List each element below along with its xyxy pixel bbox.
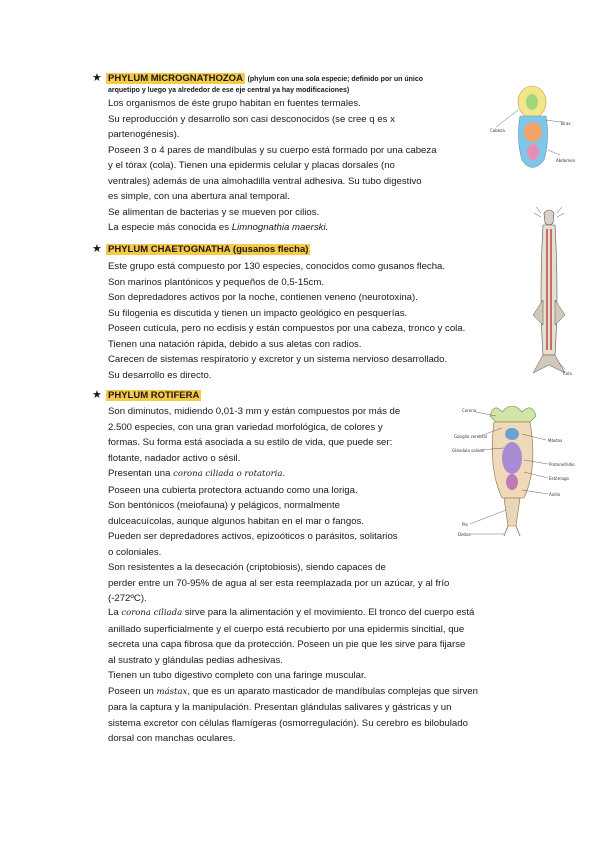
intestine-shape (506, 474, 518, 490)
figure-label: Glándula salivar (452, 448, 485, 453)
label-line (548, 150, 560, 155)
title-note-cont: arquetipo y luego ya alrededor de ese eje central ya hay modificaciones) (108, 87, 350, 94)
text-fragment: sirve para la alimentación y el movimiento. El tronco del cuerpo está (182, 607, 475, 618)
figure-label: Abdomen (556, 158, 576, 163)
figure-label: Mástax (548, 438, 563, 443)
figure-label: Cola (563, 371, 572, 376)
label-line (496, 110, 518, 127)
text-fragment: Poseen un (108, 685, 157, 697)
text-line: dulceacuícolas, aunque algunos habitan en el mar o fangos. (108, 515, 365, 527)
text-line (108, 605, 548, 622)
section-micrognathozoa (92, 72, 437, 236)
figure-label: Corona (462, 408, 477, 413)
toes-shape (504, 526, 520, 536)
text-line (108, 466, 449, 483)
text-line: 2.500 especies, con una gran variedad morfológica, de colores y (108, 421, 383, 433)
text-fragment: Presentan una (108, 468, 174, 479)
mastax-term: mástax (156, 686, 188, 697)
corona-term: corona ciliada (121, 608, 183, 618)
text-line: Los organismos de éste grupo habitan en fuentes termales. (108, 98, 361, 109)
text-line (108, 220, 437, 236)
text-line: Son depredadores activos por la noche, contienen veneno (neurotoxina). (108, 292, 418, 303)
text-line: Su filogenia es discutida y tienen un impacto geológico en pesquerías. (108, 307, 408, 319)
section-body (92, 96, 437, 236)
figure-label: Tórax (560, 121, 571, 126)
section-rotifera (92, 389, 449, 607)
text-line: partenogénesis). (108, 129, 180, 140)
text-line: flotante, nadador activo o sésil. (108, 452, 241, 464)
rotifera-illustration (450, 398, 582, 540)
figure-label: Dedos (458, 532, 471, 537)
text-line: secreta una capa fibrosa que da protección. Poseen un pie que les sirve para fijarse (108, 639, 466, 650)
text-line: Son marinos plantónicos y pequeños de 0,5-15cm. (108, 276, 324, 288)
text-line: Poseen cutícula, pero no ecdisis y están compuestos por una cabeza, tronco y cola. (108, 323, 466, 334)
text-line: Poseen una cubierta protectora actuando como una loriga. (108, 484, 358, 496)
figure-label: Anillo (549, 492, 561, 497)
text-line: formas. Su forma está asociada a su estilo de vida, que puede ser: (108, 437, 393, 448)
star-icon: ★ (92, 389, 102, 401)
section-heading (92, 389, 449, 402)
rotifera-paragraph (108, 605, 548, 747)
corona-term: corona ciliada o rotatoria. (173, 469, 286, 479)
chaetognatha-illustration (519, 205, 577, 380)
text-line: dorsal con manchas oculares. (108, 733, 236, 744)
text-line: sistema excretor con células flamígeras (osmorregulación). Su cerebro es bilobulado (108, 717, 468, 729)
stomach-shape (502, 442, 522, 474)
head-shape (544, 210, 554, 225)
text-line: perder entre un 70-95% de agua al ser esta reemplazada por un azúcar, y al frío (108, 577, 450, 589)
text-line: Su desarrollo es directo. (108, 369, 212, 381)
text-line: o coloniales. (108, 546, 162, 558)
section-title: PHYLUM CHAETOGNATHA (gusanos flecha) (108, 244, 309, 255)
text-line: ventrales) además de una almohadilla ventral adhesiva. Su tubo digestivo (108, 175, 422, 187)
text-fragment: La (108, 607, 122, 618)
text-line: Pueden ser depredadores activos, epizoóticos o parásitos, solitarios (108, 531, 398, 542)
text-line: Este grupo está compuesto por 130 especies, conocidos como gusanos flecha. (108, 261, 446, 272)
star-icon: ★ (92, 243, 102, 255)
figure-label: Pie (462, 522, 468, 527)
section-body (92, 259, 465, 383)
section-body (92, 404, 449, 607)
title-note: (phylum con una sola especie; definido por un único (247, 76, 423, 83)
jaw-shape (526, 94, 538, 110)
text-line: Son resistentes a la desecación (criptobiosis), siendo capaces de (108, 562, 386, 573)
text-line: para la captura y la manipulación. Presentan glándulas salivares y gástricas y un (108, 702, 452, 713)
text-line: Tienen una natación rápida, debido a sus aletas con radios. (108, 338, 362, 350)
foot-shape (504, 498, 520, 526)
gut-shape (524, 122, 542, 142)
label-line (470, 510, 506, 524)
text-line: (-272ºC). (108, 593, 147, 604)
text-fragment: , que es un aparato masticador de mandíbulas complejas que sirven (187, 685, 478, 697)
text-line: anillado superficialmente y el cuerpo está recubierto por una epidermis sincitial, que (108, 623, 465, 635)
micrognathozoa-illustration (490, 80, 576, 185)
species-name: Limnognathia maerski. (231, 222, 329, 233)
section-title: PHYLUM ROTIFERA (108, 390, 200, 401)
section-heading (92, 72, 437, 96)
body-shape (541, 225, 557, 355)
figure-label: Protonefridio (549, 462, 575, 467)
figure-label: Ganglio cerebral (454, 434, 487, 439)
text-line: Son diminutos, midiendo 0,01-3 mm y están compuestos por más de (108, 406, 401, 417)
section-chaetognatha (92, 243, 465, 383)
text-line: Tienen un tubo digestivo completo con una faringe muscular. (108, 670, 367, 681)
section-heading (92, 243, 465, 256)
text-line: y el tórax (cola). Tienen una epidermis celular y placas dorsales (no (108, 160, 395, 171)
corona-shape (490, 406, 536, 422)
figure-label: Cabeza (490, 128, 505, 133)
text-fragment: La especie más conocida es (108, 222, 232, 233)
text-line: Poseen 3 o 4 pares de mandíbulas y su cuerpo está formado por una cabeza (108, 144, 437, 156)
text-line: Su reproducción y desarrollo son casi desconocidos (se cree q es x (108, 113, 395, 125)
gland-shape (527, 144, 539, 160)
text-line: al sustrato y glándulas pedias adhesivas. (108, 654, 283, 666)
mastax-shape (505, 428, 519, 440)
text-line: Carecen de sistemas respiratorio y excretor y un sistema nervioso desarrollado. (108, 354, 448, 365)
figure-label: Estómago (549, 476, 569, 481)
label-line (546, 120, 560, 122)
text-line: Se alimentan de bacterias y se mueven por cilios. (108, 206, 320, 218)
section-title: PHYLUM MICROGNATHOZOA (108, 73, 243, 84)
text-line: Son bentónicos (meiofauna) y pelágicos, normalmente (108, 500, 340, 511)
star-icon: ★ (92, 72, 102, 84)
text-line (108, 684, 548, 701)
text-line: es simple, con una abertura anal temporal. (108, 191, 290, 202)
